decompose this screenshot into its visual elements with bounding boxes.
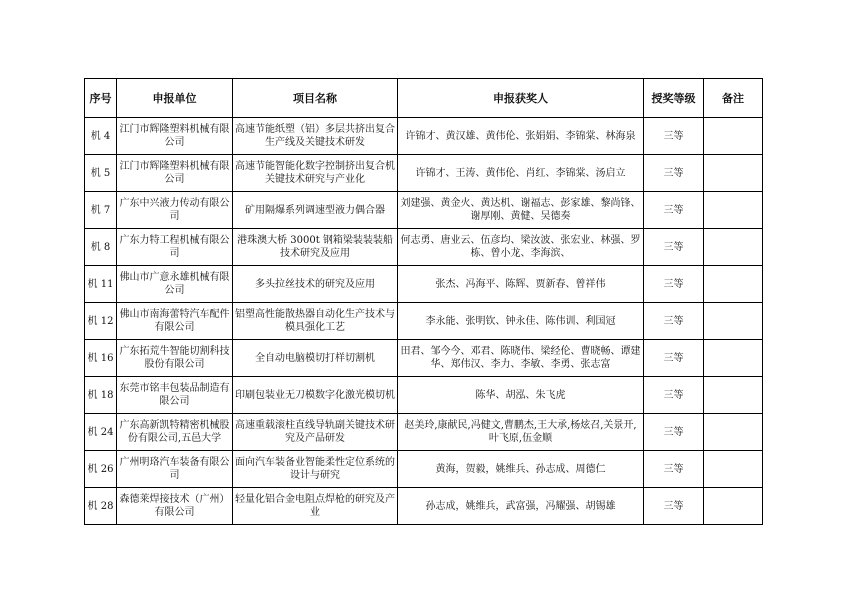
header-people: 申报获奖人: [398, 79, 644, 118]
cell-project: 高速重载滚柱直线导轨副关键技术研究及产品研发: [233, 414, 398, 451]
cell-unit: 佛山市南海蕾特汽车配件有限公司: [117, 303, 233, 340]
cell-project: 矿用隔爆系列调速型液力偶合器: [233, 192, 398, 229]
cell-id: 机 7: [85, 192, 117, 229]
cell-project: 印刷包装业无刀模数字化激光模切机: [233, 377, 398, 414]
table-row: [85, 266, 763, 303]
cell-people: 陈华、胡泓、朱飞虎: [398, 377, 644, 414]
table-row: [85, 488, 763, 525]
cell-id: 机 5: [85, 155, 117, 192]
cell-note: [704, 451, 763, 488]
cell-note: [704, 266, 763, 303]
cell-project: 面向汽车装备业智能柔性定位系统的设计与研究: [233, 451, 398, 488]
cell-people: 赵美玲,康献民,冯健文,曹鹏杰,王大承,杨炫召,关景开,叶飞原,伍金顺: [398, 414, 644, 451]
cell-note: [704, 377, 763, 414]
cell-note: [704, 340, 763, 377]
table-row: [85, 118, 763, 155]
cell-note: [704, 303, 763, 340]
header-project: 项目名称: [233, 79, 398, 118]
cell-unit: 广州明珞汽车装备有限公司: [117, 451, 233, 488]
cell-note: [704, 229, 763, 266]
cell-people: 张杰、冯海平、陈辉、贾新春、曾祥伟: [398, 266, 644, 303]
cell-people: 许锦才、王涛、黄伟伦、肖红、李锦棠、汤启立: [398, 155, 644, 192]
cell-id: 机 18: [85, 377, 117, 414]
cell-note: [704, 414, 763, 451]
table-row: [85, 192, 763, 229]
header-unit: 申报单位: [117, 79, 233, 118]
cell-level: 三等: [644, 414, 704, 451]
cell-level: 三等: [644, 451, 704, 488]
cell-id: 机 4: [85, 118, 117, 155]
cell-project: 港珠澳大桥 3000t 钢箱梁装装装船技术研究及应用: [233, 229, 398, 266]
cell-level: 三等: [644, 303, 704, 340]
cell-unit: 江门市辉隆塑料机械有限公司: [117, 155, 233, 192]
cell-people: 田君、邹今今、邓君、陈晓伟、梁经伦、曹晓畅、谭建华、郑伟汉、李力、李敏、李勇、张志富: [398, 340, 644, 377]
cell-unit: 广东拓荒牛智能切割科技股份有限公司: [117, 340, 233, 377]
table-row: [85, 414, 763, 451]
cell-level: 三等: [644, 118, 704, 155]
cell-id: 机 8: [85, 229, 117, 266]
cell-people: 许锦才、黄汉雄、黄伟伦、张娟娟、李锦棠、林海泉: [398, 118, 644, 155]
cell-project: 全自动电脑模切打样切割机: [233, 340, 398, 377]
table-row: [85, 340, 763, 377]
header-row: [85, 79, 763, 118]
cell-unit: 广东力特工程机械有限公司: [117, 229, 233, 266]
cell-people: 刘建强、黄金火、黄达机、谢福志、彭家雄、黎尚锋、谢厚刚、黄健、吴德奏: [398, 192, 644, 229]
cell-level: 三等: [644, 488, 704, 525]
cell-people: 黄海，贺毅，姚维兵、孙志成、周德仁: [398, 451, 644, 488]
header-level: 授奖等级: [644, 79, 704, 118]
cell-id: 机 26: [85, 451, 117, 488]
cell-level: 三等: [644, 155, 704, 192]
cell-project: 铝塑高性能散热器自动化生产技术与模具强化工艺: [233, 303, 398, 340]
cell-id: 机 24: [85, 414, 117, 451]
table-row: [85, 377, 763, 414]
cell-project: 多头拉丝技术的研究及应用: [233, 266, 398, 303]
award-table: [84, 78, 763, 525]
cell-level: 三等: [644, 266, 704, 303]
cell-people: 孙志成，姚维兵，武富强，冯耀强、胡锡雄: [398, 488, 644, 525]
cell-id: 机 11: [85, 266, 117, 303]
cell-project: 高速节能纸塑（铝）多层共挤出复合生产线及关键技术研发: [233, 118, 398, 155]
cell-project: 轻量化铝合金电阻点焊枪的研究及产业: [233, 488, 398, 525]
table-row: [85, 303, 763, 340]
cell-unit: 森德莱焊接技术（广州）有限公司: [117, 488, 233, 525]
table-row: [85, 229, 763, 266]
cell-note: [704, 488, 763, 525]
table-row: [85, 155, 763, 192]
cell-project: 高速节能智能化数字控制挤出复合机关键技术研究与产业化: [233, 155, 398, 192]
header-note: 备注: [704, 79, 763, 118]
cell-unit: 江门市辉隆塑料机械有限公司: [117, 118, 233, 155]
cell-id: 机 28: [85, 488, 117, 525]
header-id: 序号: [85, 79, 117, 118]
cell-people: 李永能、张明钦、钟永佳、陈伟训、利国冠: [398, 303, 644, 340]
cell-unit: 广东高新凯特精密机械股份有限公司,五邑大学: [117, 414, 233, 451]
cell-unit: 东莞市铭丰包装品制造有限公司: [117, 377, 233, 414]
cell-note: [704, 192, 763, 229]
cell-level: 三等: [644, 377, 704, 414]
cell-unit: 广东中兴液力传动有限公司: [117, 192, 233, 229]
cell-id: 机 12: [85, 303, 117, 340]
cell-level: 三等: [644, 192, 704, 229]
cell-people: 何志勇、唐业云、伍彦均、梁汝波、张宏业、林强、罗栋、曾小龙、李海滨、: [398, 229, 644, 266]
cell-note: [704, 118, 763, 155]
cell-level: 三等: [644, 340, 704, 377]
cell-unit: 佛山市广意永雄机械有限公司: [117, 266, 233, 303]
cell-id: 机 16: [85, 340, 117, 377]
table-row: [85, 451, 763, 488]
cell-level: 三等: [644, 229, 704, 266]
cell-note: [704, 155, 763, 192]
